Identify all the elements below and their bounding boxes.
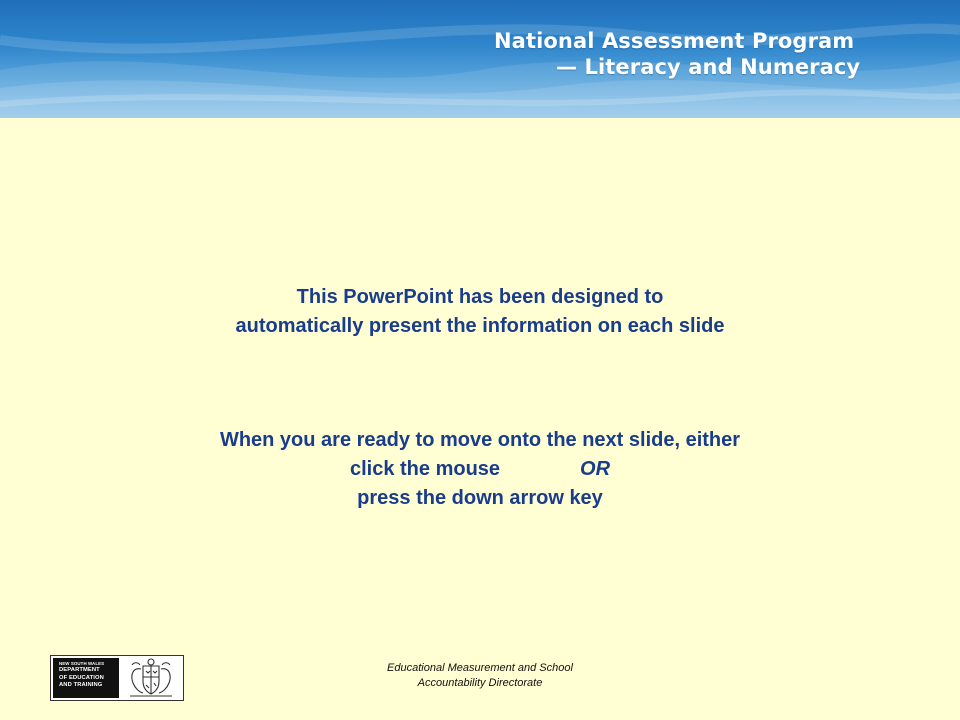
logo-text-block [53,658,119,698]
nsw-crest-icon [122,657,180,699]
header-title [494,28,924,80]
header-title-line2: — Literacy and Numeracy [556,55,861,79]
logo-line1: NEW SOUTH WALES [59,661,105,666]
nsw-det-logo [50,655,184,701]
logo-line2: DEPARTMENT [59,667,100,673]
navigation-instructions [80,426,880,513]
instructions-line2 [80,455,880,484]
instructions-line3: press the down arrow key [357,487,603,509]
intro-message-line1: This PowerPoint has been designed to [296,286,664,308]
header-banner [0,0,960,118]
instructions-click-mouse: click the mouse [349,458,501,480]
logo-line3: OF EDUCATION [59,674,104,681]
footer-line2: Accountability Directorate [417,677,543,689]
footer-directorate [330,661,630,691]
instructions-or: OR [580,458,611,480]
logo-line4: AND TRAINING [59,682,103,689]
header-title-line1: National Assessment Program [494,29,855,53]
intro-message [80,283,880,341]
instructions-line1: When you are ready to move onto the next slide, either [219,429,741,451]
intro-message-line2: automatically present the information on each slide [235,315,725,337]
footer-line1: Educational Measurement and School [387,662,573,674]
